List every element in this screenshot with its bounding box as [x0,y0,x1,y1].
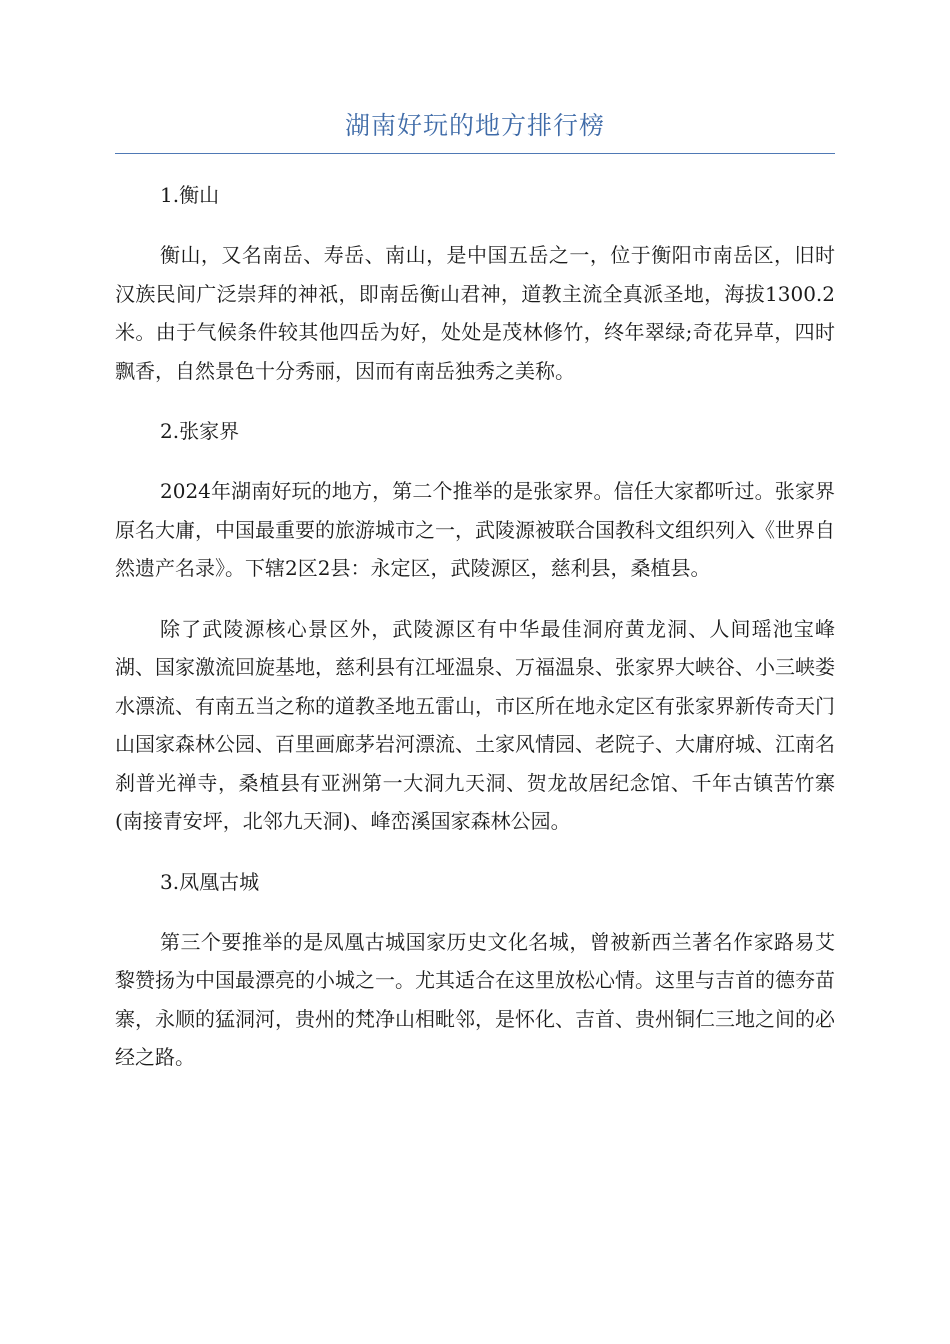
section-heading-hengshan: 1.衡山 [160,183,220,207]
document-title: 湖南好玩的地方排行榜 [344,111,605,140]
document-page [115,108,835,1077]
paragraph: 2024年湖南好玩的地方，第二个推举的是张家界。信任大家都听过。张家界原名大庸，中国最重要的旅游城市之一，武陵源被联合国教科文组织列入《世界自然遗产名录》。下辖2区2县：永定区，武陵源区，慈利县，桑植县。 [115,479,835,580]
section-heading-fenghuang: 3.凤凰古城 [160,869,260,894]
paragraph: 衡山，又名南岳、寿岳、南山，是中国五岳之一，位于衡阳市南岳区，旧时汉族民间广泛崇拜的神祇，即南岳衡山君神，道教主流全真派圣地，海拔1300.2米。由于气候条件较其他四岳为好，处处是茂林修竹，终年翠绿;奇花异草，四时飘香，自然景色十分秀丽，因而有南岳独秀之美称。 [115,243,835,383]
paragraph: 除了武陵源核心景区外，武陵源区有中华最佳洞府黄龙洞、人间瑶池宝峰湖、国家激流回旋基地，慈利县有江垭温泉、万福温泉、张家界大峡谷、小三峡娄水漂流、有南五当之称的道教圣地五雷山，市区所在地永定区有张家界新传奇天门山国家森林公园、百里画廊茅岩河漂流、土家风情园、老院子、大庸府城、江南名刹普光禅寺，桑植县有亚洲第一大洞九天洞、贺龙故居纪念馆、千年古镇苦竹寨(南接青安坪，北邻九天洞)、峰峦溪国家森林公园。 [115,616,835,833]
section-heading-zhangjiajie: 2.张家界 [160,419,240,443]
title-underline [115,153,835,154]
paragraph: 第三个要推举的是凤凰古城国家历史文化名城，曾被新西兰著名作家路易艾黎赞扬为中国最漂亮的小城之一。尤其适合在这里放松心情。这里与吉首的德夯苗寨，永顺的猛洞河，贵州的梵净山相毗邻，是怀化、吉首、贵州铜仁三地之间的必经之路。 [115,929,835,1069]
